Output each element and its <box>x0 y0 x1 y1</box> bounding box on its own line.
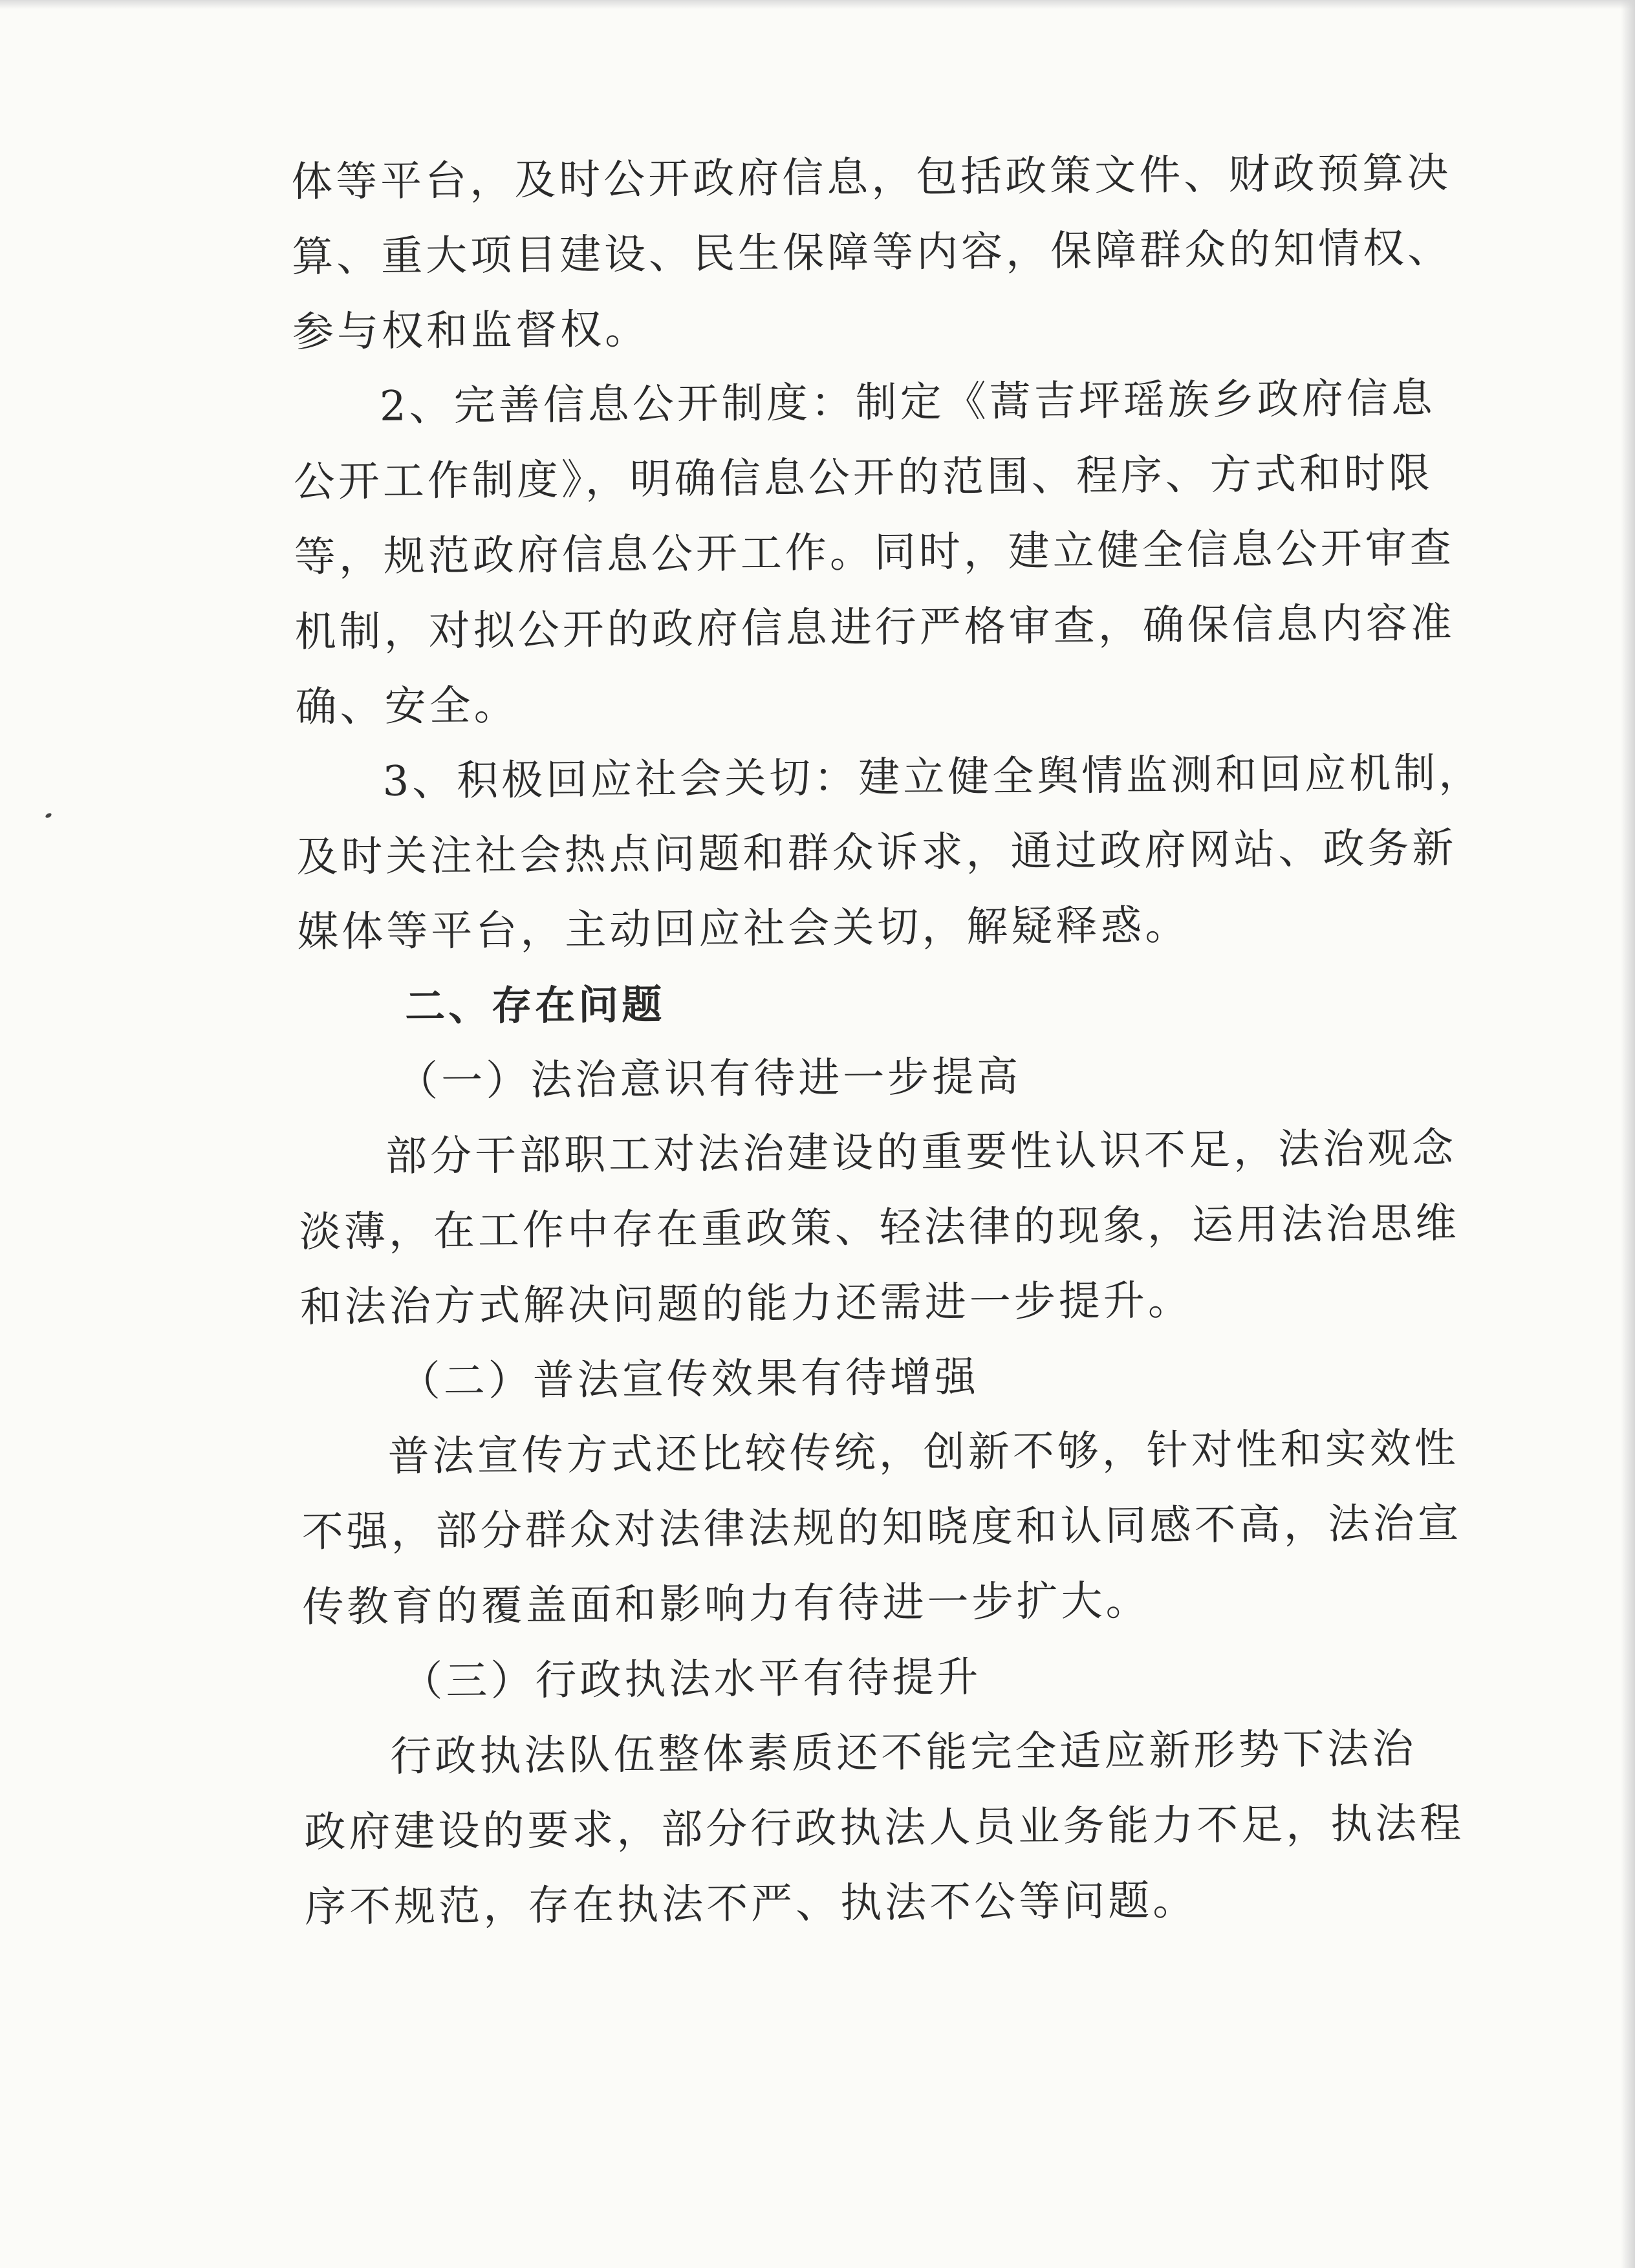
body-line: 算、重大项目建设、民生保障等内容，保障群众的知情权、 <box>291 224 1453 281</box>
body-line: 和法治方式解决问题的能力还需进一步提升。 <box>299 1277 1193 1332</box>
body-line: 政府建设的要求，部分行政执法人员业务能力不足，执法程 <box>304 1799 1465 1857</box>
subsection-heading: （三）行政执法水平有待提升 <box>401 1653 982 1706</box>
subsection-heading: （二）普法宣传效果有待增强 <box>398 1353 980 1406</box>
paragraph-start-line: 3、积极回应社会关切：建立健全舆情监测和回应机制， <box>382 749 1484 806</box>
body-line: 传教育的覆盖面和影响力有待进一步扩大。 <box>302 1577 1151 1632</box>
body-line: 等，规范政府信息公开工作。同时，建立健全信息公开审查 <box>294 524 1455 581</box>
paragraph-start-line: 2、完善信息公开制度：制定《蒿吉坪瑶族乡政府信息 <box>379 374 1436 431</box>
body-line: 序不规范，存在执法不严、执法不公等问题。 <box>304 1877 1198 1932</box>
body-line: 体等平台，及时公开政府信息，包括政策文件、财政预算决 <box>290 149 1452 206</box>
body-line: 淡薄，在工作中存在重政策、轻法律的现象，运用法治思维 <box>299 1199 1460 1257</box>
body-line: 确、安全。 <box>295 682 519 731</box>
body-line: 公开工作制度》，明确信息公开的范围、程序、方式和时限 <box>293 449 1434 506</box>
body-line: 机制，对拟公开的政府信息进行严格审查，确保信息内容准 <box>294 599 1455 656</box>
body-line: 媒体等平台，主动回应社会关切，解疑释惑。 <box>297 902 1190 956</box>
body-line: 不强，部分群众对法律法规的知晓度和认同感不高，法治宣 <box>301 1499 1462 1557</box>
subsection-heading: （一）法治意识有待进一步提高 <box>396 1053 1022 1106</box>
paragraph-start-line: 部分干部职工对法治建设的重要性认识不足，法治观念 <box>385 1124 1457 1181</box>
scan-edge-top <box>0 0 1635 9</box>
section-heading: 二、存在问题 <box>404 980 666 1030</box>
paragraph-start-line: 普法宣传方式还比较传统，创新不够，针对性和实效性 <box>387 1424 1459 1481</box>
scan-edge-right <box>1621 0 1635 2268</box>
body-line: 及时关注社会热点问题和群众诉求，通过政府网站、政务新 <box>296 824 1457 881</box>
margin-speck <box>45 812 52 819</box>
body-line: 参与权和监督权。 <box>292 305 650 356</box>
document-page <box>290 149 1484 1962</box>
paragraph-start-line: 行政执法队伍整体素质还不能完全适应新形势下法治 <box>390 1725 1417 1781</box>
